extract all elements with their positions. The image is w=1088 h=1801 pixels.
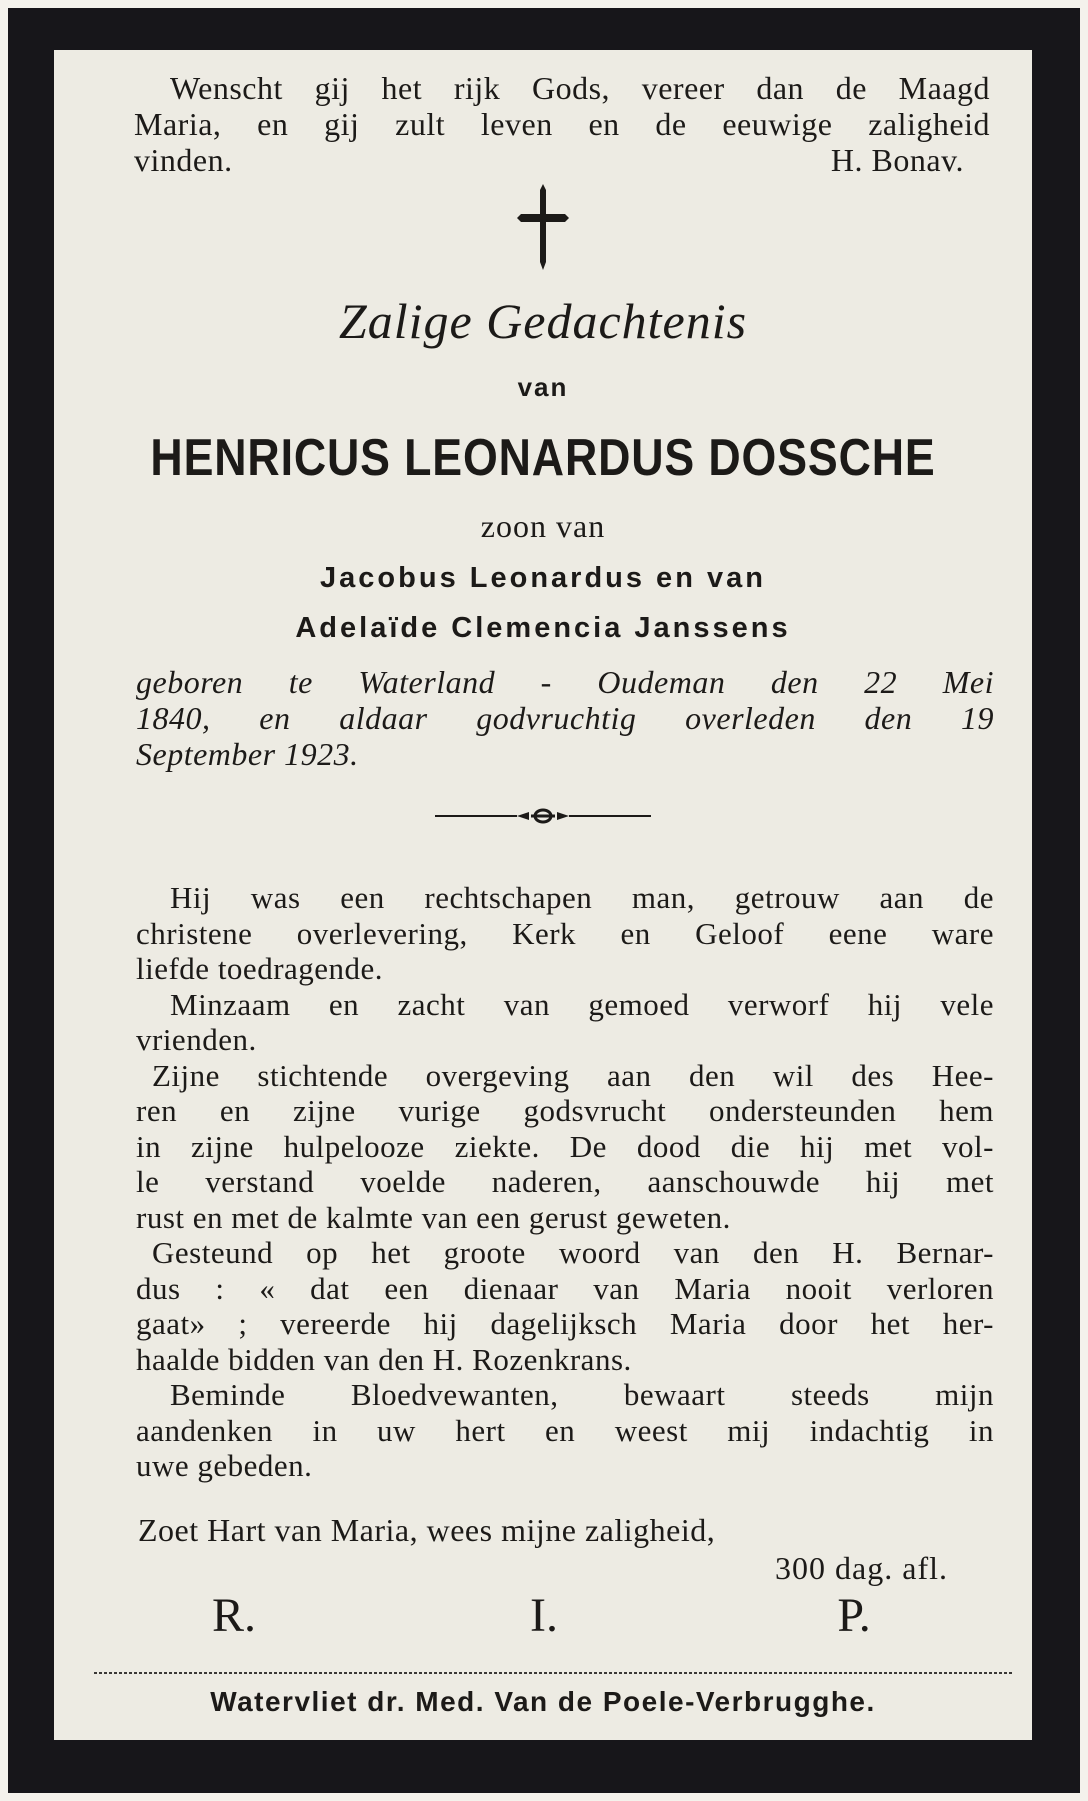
biography-line: gaat» ; vereerde hij dagelijksch Maria door het her- [136,1306,994,1341]
printer-credit: Watervliet dr. Med. Van de Poele-Verbrugghe. [210,1686,876,1717]
biography-line: aandenken in uw hert en weest mij indachtig in [136,1412,994,1448]
motto-attribution: H. Bonav. [830,142,964,178]
birth-line: geboren te Waterland - Oudeman den 22 Mei [136,664,994,700]
biography-line: Hij was een rechtschapen man, getrouw aan de [170,880,994,915]
rip-letters [204,1588,884,1643]
biography-line: christene overlevering, Kerk en Geloof eene ware [136,915,994,951]
dotted-rule [94,1670,1014,1676]
motto-quote [134,70,990,178]
motto-line [134,142,990,178]
biography-line: haalde bidden van den H. Rozenkrans. [136,1341,632,1377]
biography-line: rust en met de kalmte van een gerust geweten. [136,1199,731,1235]
biography-line: Minzaam en zacht van gemoed verworf hij vele [170,986,994,1022]
mother-name: Adelaïde Clemencia Janssens [295,612,791,644]
rip-letter: R. [211,1589,256,1642]
biography-line: Zijne stichtende overgeving aan den wil des Hee- [152,1057,994,1093]
biography-line: in zijne hulpelooze ziekte. De dood die hij met vol- [136,1128,994,1164]
card-title: Zalige Gedachtenis [338,293,748,349]
of-label: van [517,372,569,402]
birth-line: 1840, en aldaar godvruchtig overleden den 19 [136,700,994,736]
birth-line: September 1923. [136,736,359,772]
biography-line: dus : « dat een dienaar van Maria nooit verloren [136,1270,994,1306]
ornament-divider-icon [54,806,1032,831]
biography-line: ren en zijne vurige godsvrucht ondersteunden hem [136,1093,994,1128]
rip-letter: I. [530,1589,558,1642]
son-of-label: zoon van [480,508,606,544]
biography-line: Gesteund op het groote woord van den H. Bernar- [152,1235,994,1270]
father-name: Jacobus Leonardus en van [320,562,766,594]
cross-icon [54,180,1032,275]
motto-line-end: vinden. [134,142,233,178]
mourning-border [8,8,1080,1793]
motto-line: Maria, en gij zult leven en de eeuwige zaligheid [134,106,990,142]
biography-line: Beminde Bloedvewanten, bewaart steeds mijn [170,1377,994,1412]
birth-death-text [136,664,994,772]
biography-line: uwe gebeden. [136,1448,313,1483]
rip-letter: P. [837,1589,871,1642]
indulgence-text: 300 dag. afl. [775,1550,948,1586]
biography-text [136,880,994,1484]
prayer-text: Zoet Hart van Maria, wees mijne zaligheid, [138,1512,716,1548]
biography-line: le verstand voelde naderen, aanschouwde hij met [136,1164,994,1199]
motto-line: Wenscht gij het rijk Gods, vereer dan de Maagd [170,70,990,106]
biography-line: liefde toedragende. [136,951,384,986]
deceased-name: HENRICUS LEONARDUS DOSSCHE [150,429,936,487]
memorial-card [54,50,1032,1740]
biography-line: vrienden. [136,1022,257,1057]
